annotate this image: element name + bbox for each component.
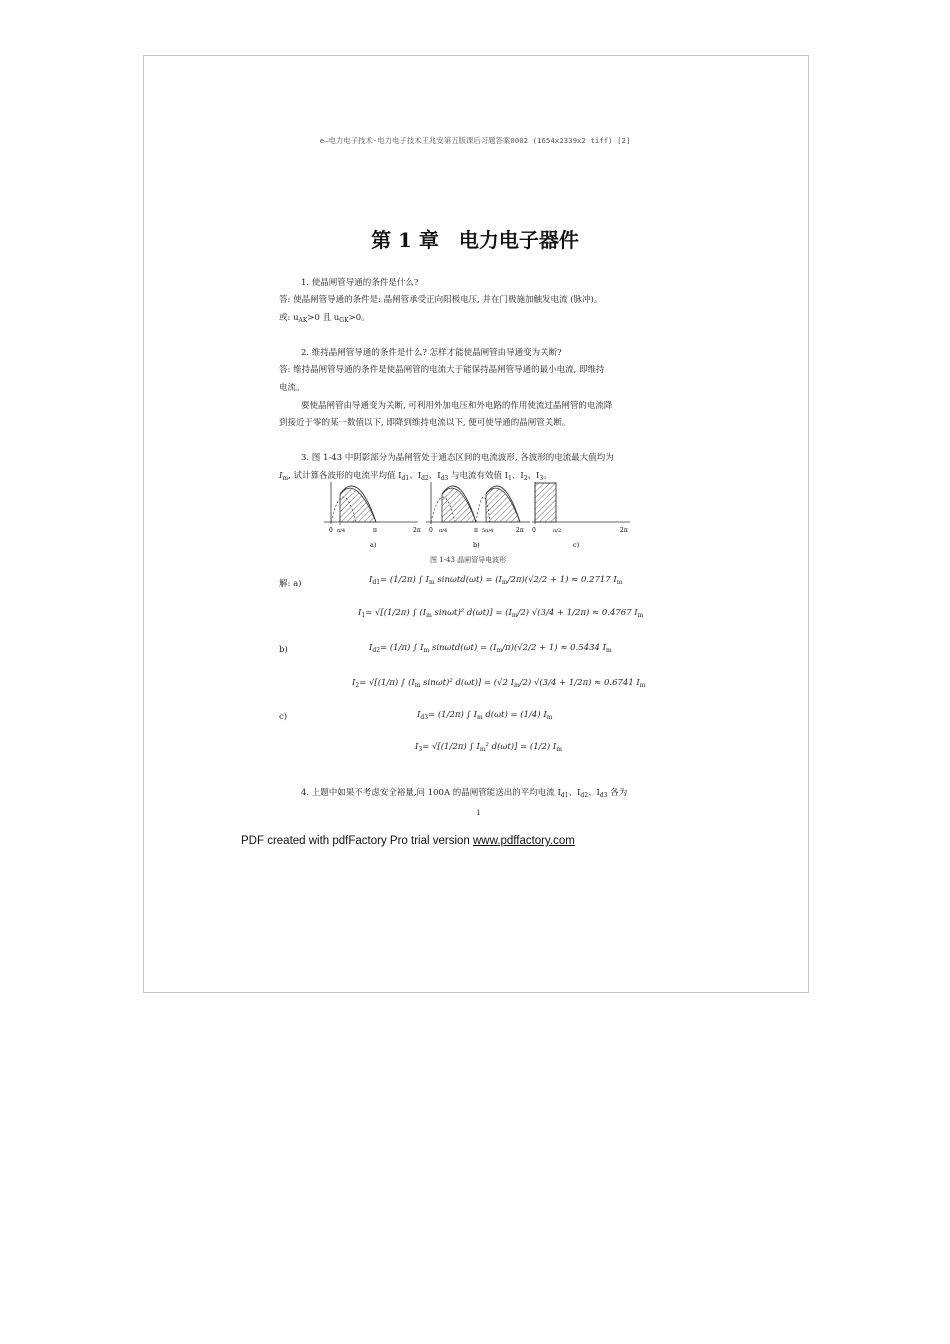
chapter-number: 第 1 章 <box>371 228 439 252</box>
footer-text: PDF created with pdfFactory Pro trial version <box>241 835 473 847</box>
pdffactory-link[interactable]: www.pdffactory.com <box>473 835 575 847</box>
question-3-line2: $I_m$, 试计算各波形的电流平均值 $I_{d1}$、$I_{d2}$、$I_{d3}$ 与电流有效值 $I_1$、$I_2$、$I_3$。 <box>279 471 552 482</box>
tick-c-pi2: π/2 <box>553 528 562 534</box>
chapter-name: 电力电子器件 <box>458 228 579 252</box>
equation-i1: $I_1= √[(1/2\pi)$ ∫ ($I_m$ sinωt)² $d(\omega t)] = (I_m/2) √(3/4 + 1/2\pi) \approx 0.4767$ $I_m$ <box>358 608 644 619</box>
label-a: a) <box>370 541 377 549</box>
tick-b-5pi4: 5π/4 <box>482 528 494 534</box>
tick-a-zero: 0 <box>329 527 333 534</box>
tick-a-2pi: 2π <box>413 527 421 534</box>
equation-id1: $I_{d1}= (1/2\pi)$ ∫ $I_m$ $\sin\omega td(\omega t) = (I_m/2\pi)(√2/2 + 1) \approx 0.2717$ $I_m$ <box>369 575 623 586</box>
solution-label-c: c) <box>279 712 288 722</box>
waveform-c <box>532 482 630 534</box>
label-c: c) <box>573 541 580 549</box>
equation-id3: $I_{d3}= (1/2\pi)$ ∫ $I_m$ d(ωt) = (1/4) $I_m$ <box>417 710 553 721</box>
tick-c-zero: 0 <box>532 527 536 534</box>
page-header: e—电力电子技术-电力电子技术王兆安第五版课后习题答案0002 (1654x2339x2 tiff) [2] <box>319 136 631 145</box>
question-4: 4. 上题中如果不考虑安全裕量,问 100A 的晶闸管能送出的平均电流 $I_{d1}$、$I_{d2}$、$I_{d3}$ 各为 <box>301 788 628 799</box>
solution-label-a: 解: a) <box>279 579 302 589</box>
tick-b-pi4: π/4 <box>439 528 448 534</box>
answer-2-line2: 电流。 <box>279 383 305 393</box>
waveform-b <box>426 482 530 534</box>
question-3-line1: 3. 图 1-43 中阴影部分为晶闸管处于通态区间的电流波形, 各波形的电流最大值均为 <box>301 453 614 463</box>
answer-2-line1: 答: 维持晶闸管导通的条件是使晶闸管的电流大于能保持晶闸管导通的最小电流, 即维持 <box>279 365 605 375</box>
answer-2-line3: 要使晶闸管由导通变为关断, 可利用外加电压和外电路的作用使流过晶闸管的电流降 <box>301 401 613 411</box>
tick-c-2pi: 2π <box>620 527 628 534</box>
waveform-a <box>324 482 421 534</box>
tick-a-pi4: π/4 <box>337 528 346 534</box>
equation-id2: $I_{d2}= (1/\pi)$ ∫ $I_m$ $\sin\omega td(\omega t) = (I_m/\pi)(√2/2 + 1) \approx 0.5434$ $I_m$ <box>369 643 612 654</box>
waveform-figure <box>318 477 636 551</box>
answer-1-condition: 或: $u_{AK}>0$ 且 $u_{GK}>0$。 <box>279 313 370 324</box>
tick-a-pi: π <box>373 527 377 534</box>
question-2: 2. 维持晶闸管导通的条件是什么? 怎样才能使晶闸管由导通变为关断? <box>301 348 562 358</box>
label-b: b) <box>473 541 480 549</box>
figure-caption: 图 1-43 晶闸管导电波形 <box>430 556 507 564</box>
pdf-footer <box>241 835 575 847</box>
tick-b-pi: π <box>474 527 478 534</box>
equation-i2: $I_2= √[(1/\pi)$ ∫ ($I_m$ sinωt)² d(ωt)] = (√2 $I_m/2$) √(3/4 + 1/2π) ≈ 0.6741 $I_m$ <box>352 678 646 689</box>
solution-label-b: b) <box>279 645 288 655</box>
page-number: 1 <box>476 808 481 817</box>
chapter-title <box>0 224 950 253</box>
tick-b-2pi: 2π <box>516 527 524 534</box>
answer-1: 答: 使晶闸管导通的条件是: 晶闸管承受正向阳极电压, 并在门极施加触发电流 (脉冲)。 <box>279 295 603 305</box>
answer-2-line4: 到接近于零的某一数值以下, 即降到维持电流以下, 便可使导通的晶闸管关断。 <box>279 418 571 428</box>
question-1: 1. 使晶闸管导通的条件是什么? <box>301 278 419 288</box>
equation-i3: $I_3= √[(1/2\pi)$ ∫ $I_m^2$ d(ωt)] = (1/2) $I_m$ <box>415 742 562 753</box>
tick-b-zero: 0 <box>429 527 433 534</box>
